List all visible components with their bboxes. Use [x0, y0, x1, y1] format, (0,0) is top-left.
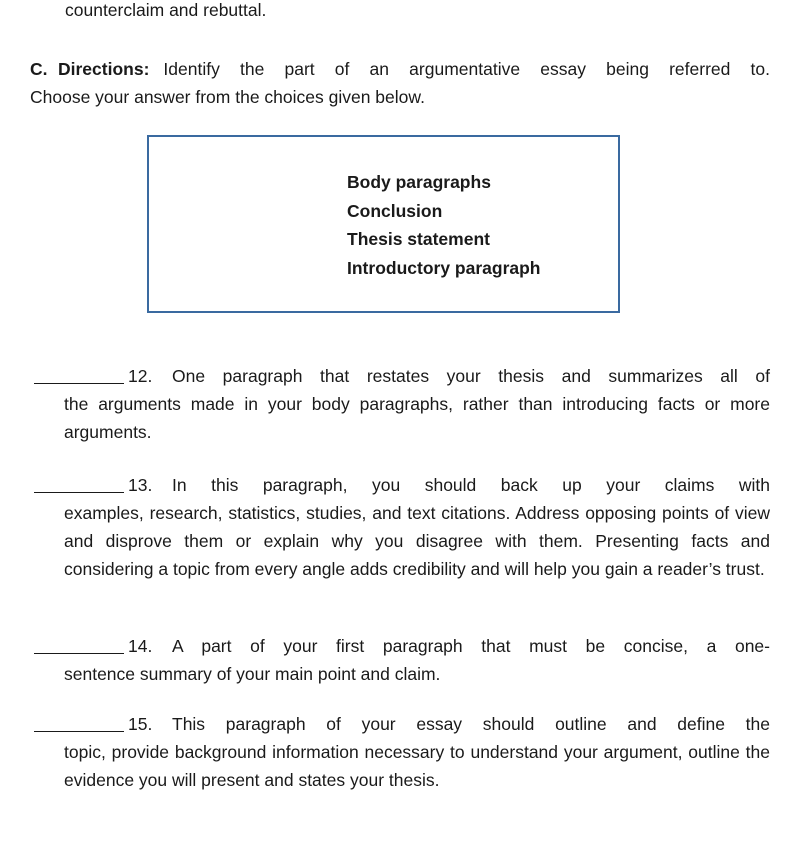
directions-label: Directions:	[58, 59, 150, 79]
answer-blank-15[interactable]	[34, 710, 124, 732]
question-number: 14.	[128, 636, 153, 656]
question-text-lead: In this paragraph, you should back up your claims with	[172, 475, 770, 495]
question-number: 15.	[128, 714, 153, 734]
question-text-rest: examples, research, statistics, studies, and text citations. Address opposing points of view and disprove them or explain why you disagree with them. Presenting facts and considering a topic from every angle adds credibility and will help you gain a reader’s trust.	[64, 503, 770, 579]
question-text-lead: A part of your first paragraph that must be concise, a one-	[172, 636, 770, 656]
question-text-rest: sentence summary of your main point and claim.	[64, 664, 441, 684]
directions-section	[30, 55, 770, 111]
question-number: 12.	[128, 366, 153, 386]
choice-thesis-statement: Thesis statement	[347, 229, 490, 249]
question-text-rest: the arguments made in your body paragraphs, rather than introducing facts or more arguments.	[64, 394, 770, 442]
choice-body-paragraphs: Body paragraphs	[347, 172, 491, 192]
question-text-rest: topic, provide background information necessary to understand your argument, outline the evidence you will present and states your thesis.	[64, 742, 770, 790]
choices-box	[147, 135, 620, 313]
question-number: 13.	[128, 475, 153, 495]
question-text-lead: One paragraph that restates your thesis and summarizes all of	[172, 366, 770, 386]
choices-list	[347, 168, 541, 282]
choice-introductory-paragraph: Introductory paragraph	[347, 257, 541, 278]
answer-blank-14[interactable]	[34, 632, 124, 654]
question-12	[64, 362, 770, 446]
directions-text-continued: Choose your answer from the choices given below.	[30, 87, 425, 107]
question-15	[64, 710, 770, 794]
directions-line-1	[30, 55, 770, 83]
directions-text: Identify the part of an argumentative essay being referred to.	[163, 59, 770, 79]
answer-blank-13[interactable]	[34, 471, 124, 493]
previous-item-ending: counterclaim and rebuttal.	[65, 0, 267, 20]
answer-blank-12[interactable]	[34, 362, 124, 384]
choice-conclusion: Conclusion	[347, 200, 443, 221]
question-13	[64, 471, 770, 583]
question-text-lead: This paragraph of your essay should outline and define the	[172, 714, 770, 734]
question-14	[64, 632, 770, 688]
section-letter: C.	[30, 59, 48, 79]
